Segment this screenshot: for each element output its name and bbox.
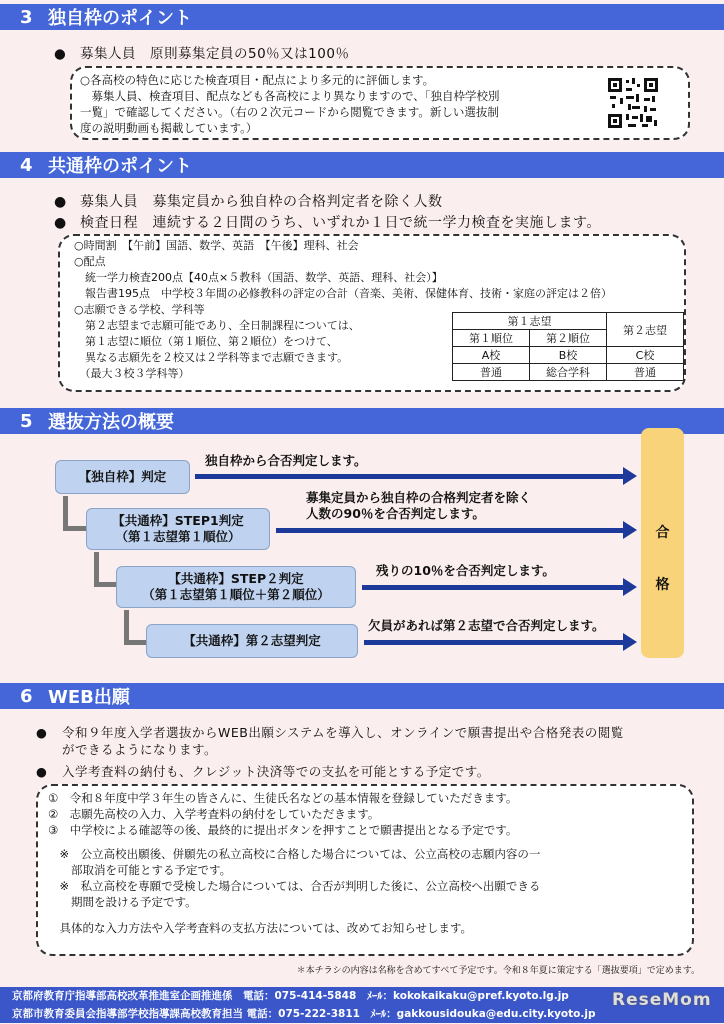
bullet-icon: ● (54, 46, 67, 62)
flow-label-step1 (306, 490, 531, 522)
section-5-header (0, 408, 724, 434)
arrow-icon (195, 474, 625, 479)
flow-step-2 (116, 566, 356, 608)
bullet-text: 検査日程 連続する２日間のうち、いずれか１日で統一学力検査を実施します。 (80, 215, 601, 231)
section-title: 共通枠のポイント (48, 156, 192, 177)
spacer (48, 838, 540, 846)
bullet-text: 入学考査料の納付も、クレジット決済等での支払を可能とする予定です。 (62, 764, 490, 779)
text-line: 異なる志願先を２校又は２学科等まで志願できます。 (74, 351, 349, 364)
flow-label-step2: 残りの10％を合否判定します。 (376, 563, 555, 578)
text-line: ○配点 (74, 255, 106, 268)
step-connector-icon (94, 552, 117, 587)
text-line: ○時間割 【午前】国語、数学、英語 【午後】理科、社会 (74, 239, 359, 252)
text-line: （最大３校３学科等） (74, 367, 190, 380)
section-title: 独自枠のポイント (48, 8, 192, 29)
section-number: 6 (20, 685, 33, 707)
text-line: 第２志望まで志願可能であり、全日制課程については、 (74, 319, 360, 332)
arrow-icon (364, 640, 625, 645)
contact-footer-1: 京都府教育庁指導部高校改革推進室企画推進係 電話：075-414-5848 ﾒｰﾙ：kokokaikaku@pref.kyoto.lg.jp (0, 987, 724, 1005)
flow-label-dokuji: 独自枠から合否判定します。 (205, 453, 367, 468)
text-line: ※ 公立高校出願後、併願先の私立高校に合格した場合については、公立高校の志願内容の一 (48, 847, 541, 861)
qr-code-icon[interactable] (606, 76, 660, 130)
sec4-bullet-schedule (54, 212, 601, 232)
table-cell: 普通 (453, 364, 530, 381)
text-line: 部取消を可能とする予定です。 (48, 863, 232, 877)
text-line: 令和９年度入学者選抜からWEB出願システムを導入し、オンラインで願書提出や合格発表の閲覧 (62, 725, 624, 740)
footnote: ＊本チラシの内容は名称を含めてすべて予定です。令和８年夏に策定する「選抜要項」で定めます。 (296, 966, 700, 976)
table-cell: C校 (607, 347, 684, 364)
text-line: 人数の90％を合否判定します。 (306, 506, 485, 521)
table-cell: A校 (453, 347, 530, 364)
table-header: 第１順位 (453, 330, 530, 347)
text-line: 報告書195点 中学校３年間の必修教科の評定の合計（音楽、美術、保健体育、技術・家庭の評定は２倍） (74, 287, 612, 300)
table-header: 第１志望 (453, 313, 607, 330)
flow-step-label: 【独自枠】判定 (78, 469, 167, 484)
text-line: 募集定員から独自枠の合格判定者を除く (306, 490, 532, 505)
text-line: ○志願できる学校、学科等 (74, 303, 205, 316)
text-line: ① 令和８年度中学３年生の皆さんに、生徒氏名などの基本情報を登録していただきます。 (48, 791, 518, 805)
flow-step-label: （第１志望第１順位＋第２順位） (142, 587, 330, 602)
sec4-bullet-recruit (54, 191, 443, 211)
flow-step-label: 【共通枠】第２志望判定 (183, 633, 321, 648)
flow-step-label: 【共通枠】STEP1判定 (112, 513, 244, 528)
text-line: 期間を設ける予定です。 (48, 895, 197, 909)
text-line: ○各高校の特色に応じた検査項目・配点により多元的に評価します。 (80, 73, 435, 87)
choice-example-table (452, 312, 684, 381)
step-connector-icon (63, 496, 86, 531)
pass-label: 合 (655, 525, 670, 541)
text-line: 具体的な入力方法や入学考査料の支払方法については、改めてお知らせします。 (48, 921, 473, 935)
text-line: 統一学力検査200点【40点×５教科（国語、数学、英語、理科、社会）】 (74, 271, 443, 284)
text-line: ② 志願先高校の入力、入学考査料の納付をしていただきます。 (48, 807, 380, 821)
section-4-header (0, 152, 724, 178)
text-line: ※ 私立高校を専願で受検した場合については、合否が判明した後に、公立高校へ出願できる (48, 879, 541, 893)
text-line: ③ 中学校による確認等の後、最終的に提出ボタンを押すことで願書提出となる予定です。 (48, 823, 518, 837)
sec3-info-text (80, 72, 500, 136)
pass-label: 格 (655, 577, 670, 593)
text-line: 度の説明動画も掲載しています。） (80, 121, 258, 135)
section-3-header (0, 4, 724, 30)
sec6-bullet-payment (36, 762, 490, 780)
flow-step-label: 【共通枠】STEP２判定 (168, 571, 304, 586)
bullet-icon: ● (54, 194, 67, 210)
bullet-icon: ● (36, 725, 48, 740)
text-line: 募集人員、検査項目、配点なども各高校により異なりますので、「独自枠学校別 (80, 89, 500, 103)
flow-step-dokuji (55, 460, 190, 494)
sec3-bullet-recruit (54, 42, 349, 62)
sec6-bullet-web (36, 724, 624, 758)
bullet-icon: ● (54, 215, 67, 231)
table-row (453, 347, 684, 364)
section-title: 選抜方法の概要 (48, 412, 174, 433)
section-number: 4 (20, 154, 33, 176)
table-cell: B校 (530, 347, 607, 364)
flow-step-1 (86, 508, 270, 550)
arrow-icon (276, 528, 625, 533)
table-cell: 総合学科 (530, 364, 607, 381)
arrow-icon (362, 585, 625, 590)
section-number: 5 (20, 410, 33, 432)
table-header: 第２志望 (607, 313, 684, 347)
section-number: 3 (20, 6, 33, 28)
flow-label-step3: 欠員があれば第２志望で合否判定します。 (368, 618, 605, 633)
text-line: 一覧」で確認してください。（右の２次元コードから閲覧できます。新しい選抜制 (80, 105, 499, 119)
resemom-logo: ReseMom (612, 990, 712, 1010)
section-title: WEB出願 (48, 687, 130, 708)
flow-step-3 (146, 624, 358, 658)
table-header: 第２順位 (530, 330, 607, 347)
bullet-text: 募集人員 原則募集定員の50％又は100％ (80, 46, 350, 62)
pass-box (641, 428, 684, 658)
bullet-text: 募集人員 募集定員から独自枠の合格判定者を除く人数 (80, 194, 443, 210)
contact-footer-2: 京都市教育委員会指導部学校指導課高校教育担当 電話：075-222-3811 ﾒｰﾙ：gakkousidouka@edu.city.kyoto.jp (0, 1005, 724, 1023)
text-line: 第１志望に順位（第１順位、第２順位）をつけて、 (74, 335, 338, 348)
text-line: ができるようになります。 (62, 742, 218, 757)
spacer (48, 910, 540, 920)
table-cell: 普通 (607, 364, 684, 381)
table-row (453, 364, 684, 381)
section-6-header (0, 683, 724, 709)
sec6-info-text (48, 790, 540, 936)
flow-step-label: （第１志望第１順位） (115, 529, 241, 544)
bullet-icon: ● (36, 764, 48, 779)
step-connector-icon (124, 610, 147, 645)
